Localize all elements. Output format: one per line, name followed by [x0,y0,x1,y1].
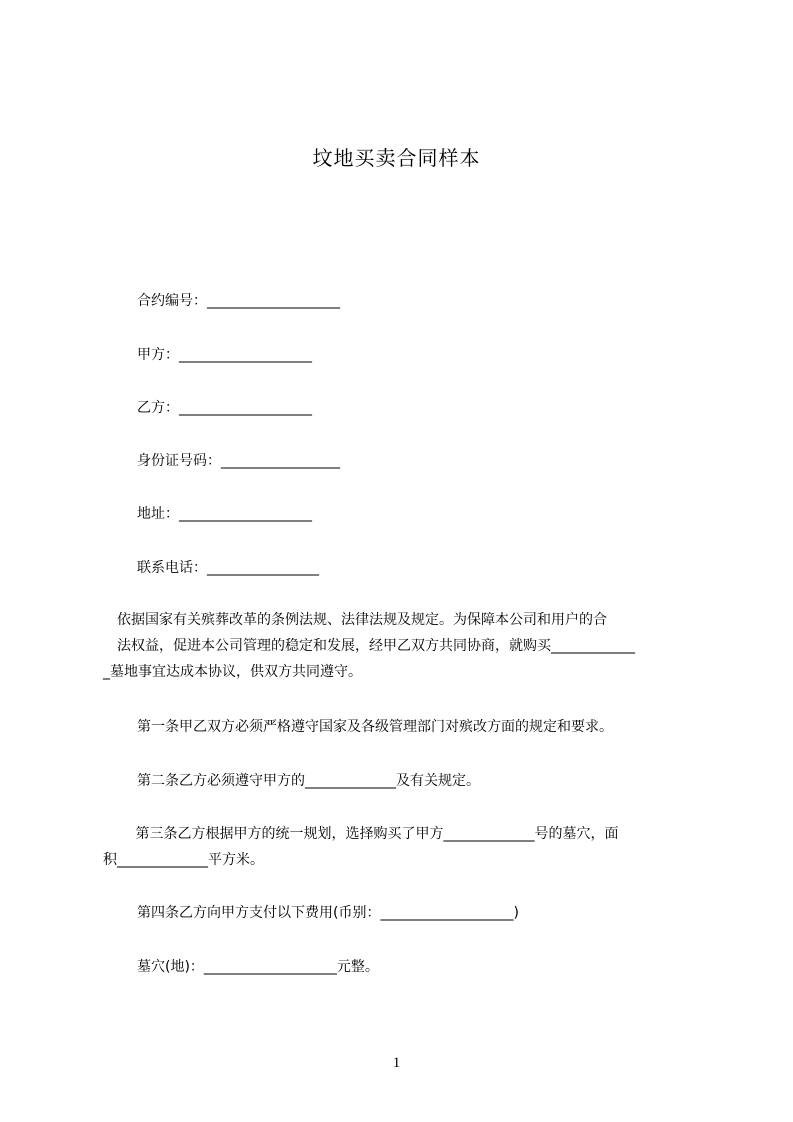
article-3-line: 积_____________平方米。 [103,852,264,868]
party-b-field: 乙方：___________________ [137,400,312,416]
article-2: 第二条乙方必须遵守甲方的_____________及有关规定。 [137,773,480,789]
tomb-fee-field: 墓穴(地)：___________________元整。 [137,959,379,975]
contract-number-field: 合约编号：___________________ [137,293,340,309]
preamble-line: _墓地事宜达成本协议，供双方共同遵守。 [103,664,362,680]
preamble-paragraph [103,607,703,685]
document-title: 坟地买卖合同样本 [312,146,481,170]
article-4: 第四条乙方向甲方支付以下费用(币别：___________________) [137,905,519,921]
article-1: 第一条甲乙双方必须严格遵守国家及各级管理部门对殡改方面的规定和要求。 [137,719,613,735]
address-field: 地址：___________________ [137,506,312,522]
party-a-field: 甲方：___________________ [137,347,312,363]
article-3 [103,821,703,873]
preamble-line: 法权益，促进本公司管理的稳定和发展，经甲乙双方共同协商，就购买____________ [103,638,635,654]
page-number: 1 [392,1055,401,1071]
id-number-field: 身份证号码：_________________ [137,453,340,469]
phone-field: 联系电话：________________ [137,560,319,576]
article-3-line: 第三条乙方根据甲方的统一规划，选择购买了甲方_____________号的墓穴，面 [103,826,619,842]
preamble-line: 依据国家有关殡葬改革的条例法规、法律法规及规定。为保障本公司和用户的合 [103,612,607,628]
